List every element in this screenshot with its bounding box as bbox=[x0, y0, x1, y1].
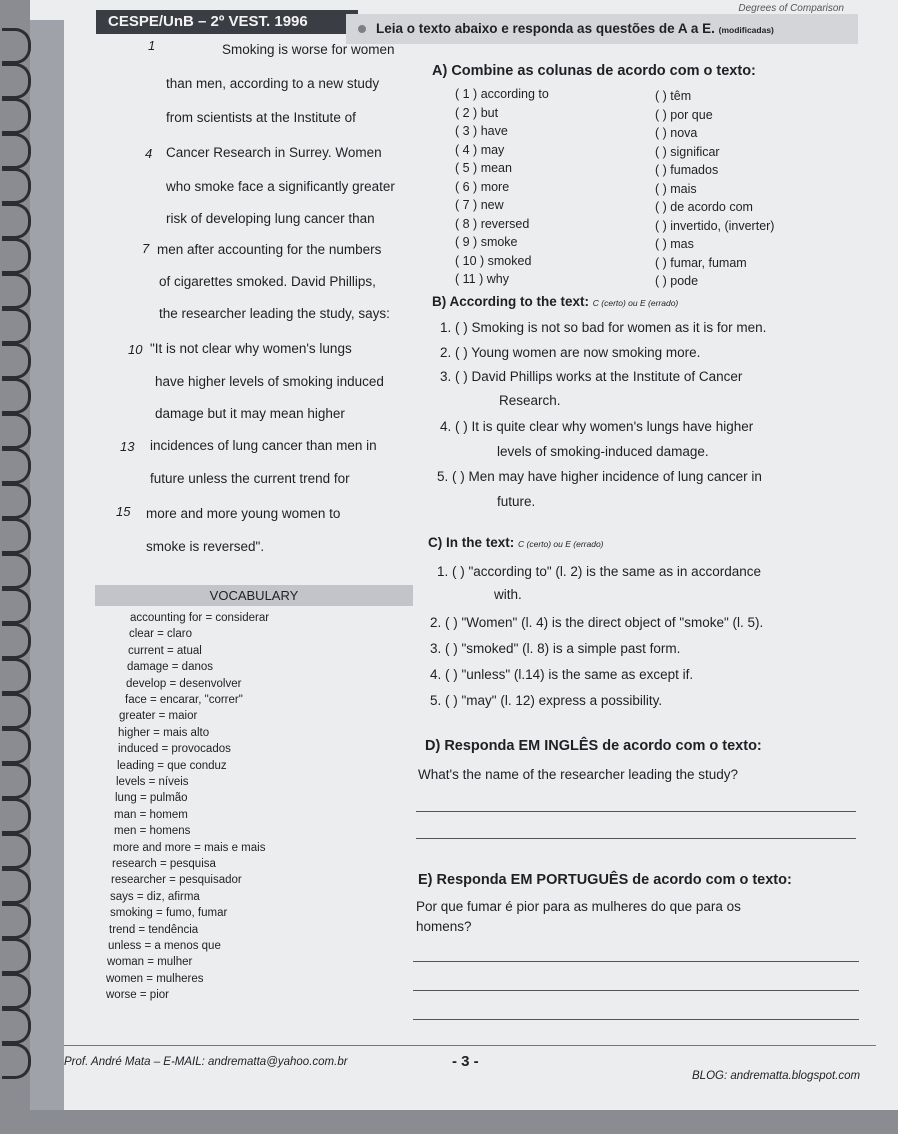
section-c-item: 1. ( ) "according to" (l. 2) is the same as in accordance bbox=[437, 564, 761, 579]
section-b-note: C (certo) ou E (errado) bbox=[592, 298, 679, 308]
match-right-item: ( ) fumados bbox=[655, 163, 719, 177]
vocabulary-item bbox=[110, 907, 227, 919]
vocabulary-term: levels bbox=[116, 776, 146, 788]
vocabulary-term: man bbox=[114, 808, 137, 821]
binding-ring bbox=[2, 553, 31, 589]
vocabulary-meaning: mulher bbox=[157, 956, 193, 969]
vocabulary-term: more and more bbox=[113, 841, 191, 854]
vocabulary-meaning: encarar, "correr" bbox=[159, 694, 243, 706]
vocabulary-term: induced bbox=[118, 743, 159, 756]
binding-ring bbox=[2, 518, 31, 554]
vocabulary-item bbox=[112, 858, 216, 870]
vocabulary-term: unless bbox=[108, 940, 142, 952]
instruction-bar bbox=[346, 14, 858, 44]
binding-ring bbox=[2, 98, 31, 134]
vocabulary-term: research bbox=[112, 858, 157, 870]
equals-sign: = bbox=[168, 661, 182, 674]
vocabulary-term: current bbox=[128, 644, 164, 657]
match-left-item: ( 8 ) reversed bbox=[455, 216, 530, 231]
equals-sign: = bbox=[166, 677, 180, 690]
vocabulary-meaning: mais e mais bbox=[204, 841, 266, 854]
equals-sign: = bbox=[136, 792, 150, 805]
equals-sign: = bbox=[146, 694, 160, 706]
passage-line: who smoke face a significantly greater bbox=[166, 179, 395, 194]
vocabulary-item bbox=[111, 874, 242, 886]
section-c-item: 5. ( ) "may" (l. 12) express a possibility. bbox=[430, 693, 663, 708]
match-left-item: ( 2 ) but bbox=[455, 105, 499, 120]
vocabulary-item bbox=[113, 842, 265, 854]
equals-sign: = bbox=[145, 776, 159, 788]
answer-line bbox=[413, 990, 859, 991]
vocabulary-item bbox=[128, 645, 202, 657]
match-left-item: ( 7 ) new bbox=[455, 198, 504, 212]
passage-line: Smoking is worse for women bbox=[222, 42, 395, 57]
section-c-item: 3. ( ) "smoked" (l. 8) is a simple past form. bbox=[430, 641, 681, 656]
vocabulary-term: researcher bbox=[111, 874, 166, 887]
vocabulary-item bbox=[114, 825, 190, 837]
passage-line: the researcher leading the study, says: bbox=[159, 306, 390, 321]
passage-line: smoke is reversed". bbox=[146, 539, 265, 554]
match-right-item: ( ) mas bbox=[655, 237, 694, 251]
section-b-item: 2. ( ) Young women are now smoking more. bbox=[440, 345, 701, 360]
vocabulary-term: says bbox=[110, 890, 134, 903]
answer-line bbox=[413, 961, 859, 962]
equals-sign: = bbox=[144, 956, 158, 969]
vocabulary-meaning: fumo, fumar bbox=[165, 907, 228, 920]
instruction-note: (modificadas) bbox=[718, 25, 774, 35]
line-number: 1 bbox=[148, 38, 156, 53]
vocabulary-meaning: pior bbox=[149, 989, 169, 1002]
binding-ring bbox=[2, 938, 31, 974]
match-left-item: ( 10 ) smoked bbox=[455, 253, 532, 268]
passage-line: of cigarettes smoked. David Phillips, bbox=[159, 274, 376, 289]
passage-line: risk of developing lung cancer than bbox=[166, 211, 375, 226]
line-number: 15 bbox=[116, 504, 131, 519]
section-b-item: 3. ( ) David Phillips works at the Institute of Cancer bbox=[440, 369, 743, 384]
match-right-item: ( ) de acordo com bbox=[655, 200, 753, 214]
vocabulary-meaning: provocados bbox=[171, 743, 231, 756]
section-d-question: What's the name of the researcher leading the study? bbox=[418, 767, 739, 782]
degrees-label: Degrees of Comparison bbox=[738, 3, 844, 14]
match-left-item: ( 4 ) may bbox=[455, 142, 505, 157]
vocabulary-meaning: pulmão bbox=[149, 792, 188, 805]
vocabulary-item bbox=[119, 710, 197, 722]
vocabulary-item bbox=[129, 628, 192, 640]
equals-sign: = bbox=[133, 890, 147, 903]
vocabulary-item bbox=[115, 792, 188, 804]
answer-line bbox=[416, 811, 856, 812]
equals-sign: = bbox=[165, 874, 180, 887]
vocabulary-item bbox=[130, 612, 269, 624]
section-b-label: B) According to the text: bbox=[432, 294, 589, 309]
vocabulary-meaning: a menos que bbox=[154, 940, 221, 952]
vocabulary-item bbox=[106, 989, 169, 1001]
section-c-label: C) In the text: bbox=[428, 535, 515, 550]
equals-sign: = bbox=[202, 612, 216, 624]
vocabulary-item bbox=[117, 760, 227, 772]
binding-ring bbox=[2, 623, 31, 659]
vocabulary-item bbox=[108, 940, 221, 952]
equals-sign: = bbox=[190, 841, 205, 854]
footer-blog: BLOG: andrematta.blogspot.com bbox=[692, 1070, 861, 1082]
match-left-item: ( 6 ) more bbox=[455, 179, 510, 194]
vocabulary-meaning: desenvolver bbox=[179, 677, 242, 690]
answer-line bbox=[413, 1019, 859, 1020]
binding-ring bbox=[2, 238, 31, 274]
section-b-item: 1. ( ) Smoking is not so bad for women as it is for men. bbox=[440, 320, 767, 335]
match-left-item: ( 3 ) have bbox=[455, 124, 508, 138]
section-c-note: C (certo) ou E (errado) bbox=[518, 539, 604, 549]
equals-sign: = bbox=[155, 710, 169, 723]
match-right-item: ( ) significar bbox=[655, 144, 720, 159]
passage-line: than men, according to a new study bbox=[166, 76, 380, 91]
vocabulary-term: clear bbox=[129, 628, 154, 641]
equals-sign: = bbox=[156, 858, 170, 870]
vocabulary-term: lung bbox=[115, 792, 137, 805]
vocabulary-term: greater bbox=[119, 710, 156, 723]
vocabulary-meaning: pesquisador bbox=[179, 874, 242, 887]
binding-ring bbox=[2, 658, 31, 694]
equals-sign: = bbox=[153, 628, 168, 641]
answer-line bbox=[416, 838, 856, 839]
binding-ring bbox=[2, 728, 31, 764]
binding-ring bbox=[2, 378, 31, 414]
vocabulary-term: woman bbox=[107, 956, 145, 969]
vocabulary-item bbox=[110, 891, 200, 903]
match-right-item: ( ) têm bbox=[655, 89, 692, 103]
vocabulary-term: accounting for bbox=[130, 612, 203, 624]
equals-sign: = bbox=[158, 743, 172, 756]
match-left-item: ( 11 ) why bbox=[455, 272, 509, 286]
section-c-item: 4. ( ) "unless" (l.14) is the same as except if. bbox=[430, 667, 694, 682]
section-e-question: homens? bbox=[416, 919, 472, 934]
vocabulary-term: damage bbox=[127, 661, 169, 674]
instruction-text: Leia o texto abaixo e responda as questões de A a E. bbox=[376, 21, 715, 36]
vocabulary-meaning: danos bbox=[181, 661, 214, 674]
binding-ring bbox=[2, 273, 31, 309]
vocabulary-meaning: mulheres bbox=[156, 972, 204, 985]
line-number: 10 bbox=[128, 342, 143, 357]
vocabulary-item bbox=[126, 678, 241, 690]
vocabulary-term: trend bbox=[109, 923, 136, 936]
binding-ring bbox=[2, 798, 31, 834]
section-c-item: with. bbox=[494, 587, 522, 602]
equals-sign: = bbox=[154, 759, 168, 772]
vocabulary-meaning: que conduz bbox=[167, 759, 227, 772]
match-right-item: ( ) fumar, fumam bbox=[655, 255, 747, 270]
vocabulary-meaning: diz, afirma bbox=[146, 890, 200, 903]
equals-sign: = bbox=[136, 825, 150, 838]
section-c-title bbox=[428, 535, 604, 550]
binding-ring bbox=[2, 28, 31, 64]
passage-line: have higher levels of smoking induced bbox=[155, 374, 384, 389]
passage-line: from scientists at the Institute of bbox=[166, 110, 356, 125]
section-b-item: 4. ( ) It is quite clear why women's lungs have higher bbox=[440, 419, 754, 434]
vocabulary-item bbox=[116, 776, 189, 788]
vocabulary-item bbox=[125, 694, 243, 706]
equals-sign: = bbox=[143, 972, 157, 985]
binding-ring bbox=[2, 693, 31, 729]
vocabulary-meaning: pesquisa bbox=[169, 858, 216, 870]
passage-line: Cancer Research in Surrey. Women bbox=[166, 145, 382, 160]
equals-sign: = bbox=[163, 644, 177, 657]
vocabulary-term: men bbox=[114, 825, 137, 838]
line-number: 7 bbox=[142, 241, 150, 256]
vocabulary-meaning: mais alto bbox=[163, 726, 210, 739]
binding-ring bbox=[2, 763, 31, 799]
vocabulary-item bbox=[118, 727, 209, 739]
passage-line: future unless the current trend for bbox=[150, 471, 350, 486]
vocabulary-item bbox=[106, 973, 204, 985]
section-e-title: E) Responda EM PORTUGUÊS de acordo com o texto: bbox=[418, 872, 792, 888]
line-number: 4 bbox=[145, 146, 153, 161]
vocabulary-meaning: atual bbox=[176, 644, 202, 657]
equals-sign: = bbox=[141, 940, 155, 952]
vocabulary-meaning: homem bbox=[149, 808, 188, 821]
binding-ring bbox=[2, 1008, 31, 1044]
section-a-title: A) Combine as colunas de acordo com o texto: bbox=[432, 63, 756, 79]
line-number: 13 bbox=[120, 439, 135, 454]
passage-line: men after accounting for the numbers bbox=[157, 242, 382, 257]
section-b-title bbox=[432, 294, 678, 309]
vocabulary-item bbox=[118, 743, 231, 755]
match-right-item: ( ) nova bbox=[655, 126, 698, 140]
match-right-item: ( ) mais bbox=[655, 181, 697, 196]
equals-sign: = bbox=[135, 923, 149, 936]
vocabulary-meaning: claro bbox=[167, 628, 192, 641]
match-left-item: ( 9 ) smoke bbox=[455, 235, 518, 249]
section-b-item: Research. bbox=[499, 393, 561, 408]
binding-ring bbox=[2, 448, 31, 484]
exam-header: CESPE/UnB – 2º VEST. 1996 bbox=[96, 10, 358, 34]
vocabulary-term: worse bbox=[106, 989, 137, 1002]
equals-sign: = bbox=[149, 726, 164, 739]
section-b-item: 5. ( ) Men may have higher incidence of lung cancer in bbox=[437, 469, 762, 484]
section-b-item: future. bbox=[497, 494, 536, 509]
equals-sign: = bbox=[136, 808, 150, 821]
section-e-question: Por que fumar é pior para as mulheres do que para os bbox=[416, 899, 741, 914]
vocabulary-meaning: tendência bbox=[148, 923, 199, 936]
match-right-item: ( ) pode bbox=[655, 274, 699, 288]
section-b-item: levels of smoking-induced damage. bbox=[497, 444, 709, 459]
footer-author: Prof. André Mata – E-MAIL: andrematta@yahoo.com.br bbox=[64, 1056, 348, 1068]
vocabulary-term: higher bbox=[118, 726, 150, 739]
binding-ring bbox=[2, 168, 31, 204]
vocabulary-item bbox=[107, 956, 192, 968]
vocabulary-term: face bbox=[125, 694, 147, 706]
match-right-item: ( ) por que bbox=[655, 107, 713, 122]
vocabulary-meaning: maior bbox=[168, 710, 198, 723]
binding-ring bbox=[2, 1043, 31, 1079]
binding-ring bbox=[2, 343, 31, 379]
vocabulary-term: women bbox=[106, 972, 144, 985]
passage-line: "It is not clear why women's lungs bbox=[150, 341, 352, 356]
match-left-item: ( 1 ) according to bbox=[455, 87, 549, 101]
vocabulary-meaning: homens bbox=[149, 825, 191, 838]
binding-ring bbox=[2, 903, 31, 939]
section-c-item: 2. ( ) "Women" (l. 4) is the direct object of "smoke" (l. 5). bbox=[430, 615, 764, 630]
bullet-icon bbox=[358, 25, 366, 33]
binding-ring bbox=[2, 413, 31, 449]
equals-sign: = bbox=[136, 989, 150, 1002]
match-left-item: ( 5 ) mean bbox=[455, 161, 512, 175]
binding-ring bbox=[2, 308, 31, 344]
vocabulary-term: leading bbox=[117, 759, 155, 772]
binding-ring bbox=[2, 63, 31, 99]
binding-ring bbox=[2, 203, 31, 239]
binding-ring bbox=[2, 133, 31, 169]
passage-line: incidences of lung cancer than men in bbox=[150, 438, 377, 453]
binding-ring bbox=[2, 868, 31, 904]
binding-ring bbox=[2, 483, 31, 519]
page-number: - 3 - bbox=[452, 1053, 479, 1070]
spiral-binding bbox=[30, 20, 64, 1110]
footer-divider bbox=[64, 1045, 876, 1046]
binding-ring bbox=[2, 833, 31, 869]
vocabulary-item bbox=[109, 924, 198, 936]
section-d-title: D) Responda EM INGLÊS de acordo com o texto: bbox=[425, 738, 762, 754]
vocabulary-term: smoking bbox=[110, 907, 153, 920]
passage-line: damage but it may mean higher bbox=[155, 406, 345, 421]
vocabulary-item bbox=[127, 661, 213, 673]
passage-line: more and more young women to bbox=[146, 506, 341, 521]
vocabulary-title: VOCABULARY bbox=[95, 585, 413, 606]
vocabulary-meaning: considerar bbox=[215, 612, 270, 624]
binding-ring bbox=[2, 973, 31, 1009]
match-right-item: ( ) invertido, (inverter) bbox=[655, 218, 775, 233]
vocabulary-item bbox=[114, 809, 188, 821]
binding-ring bbox=[2, 588, 31, 624]
vocabulary-meaning: níveis bbox=[158, 776, 189, 788]
equals-sign: = bbox=[152, 907, 166, 920]
vocabulary-term: develop bbox=[126, 677, 167, 690]
